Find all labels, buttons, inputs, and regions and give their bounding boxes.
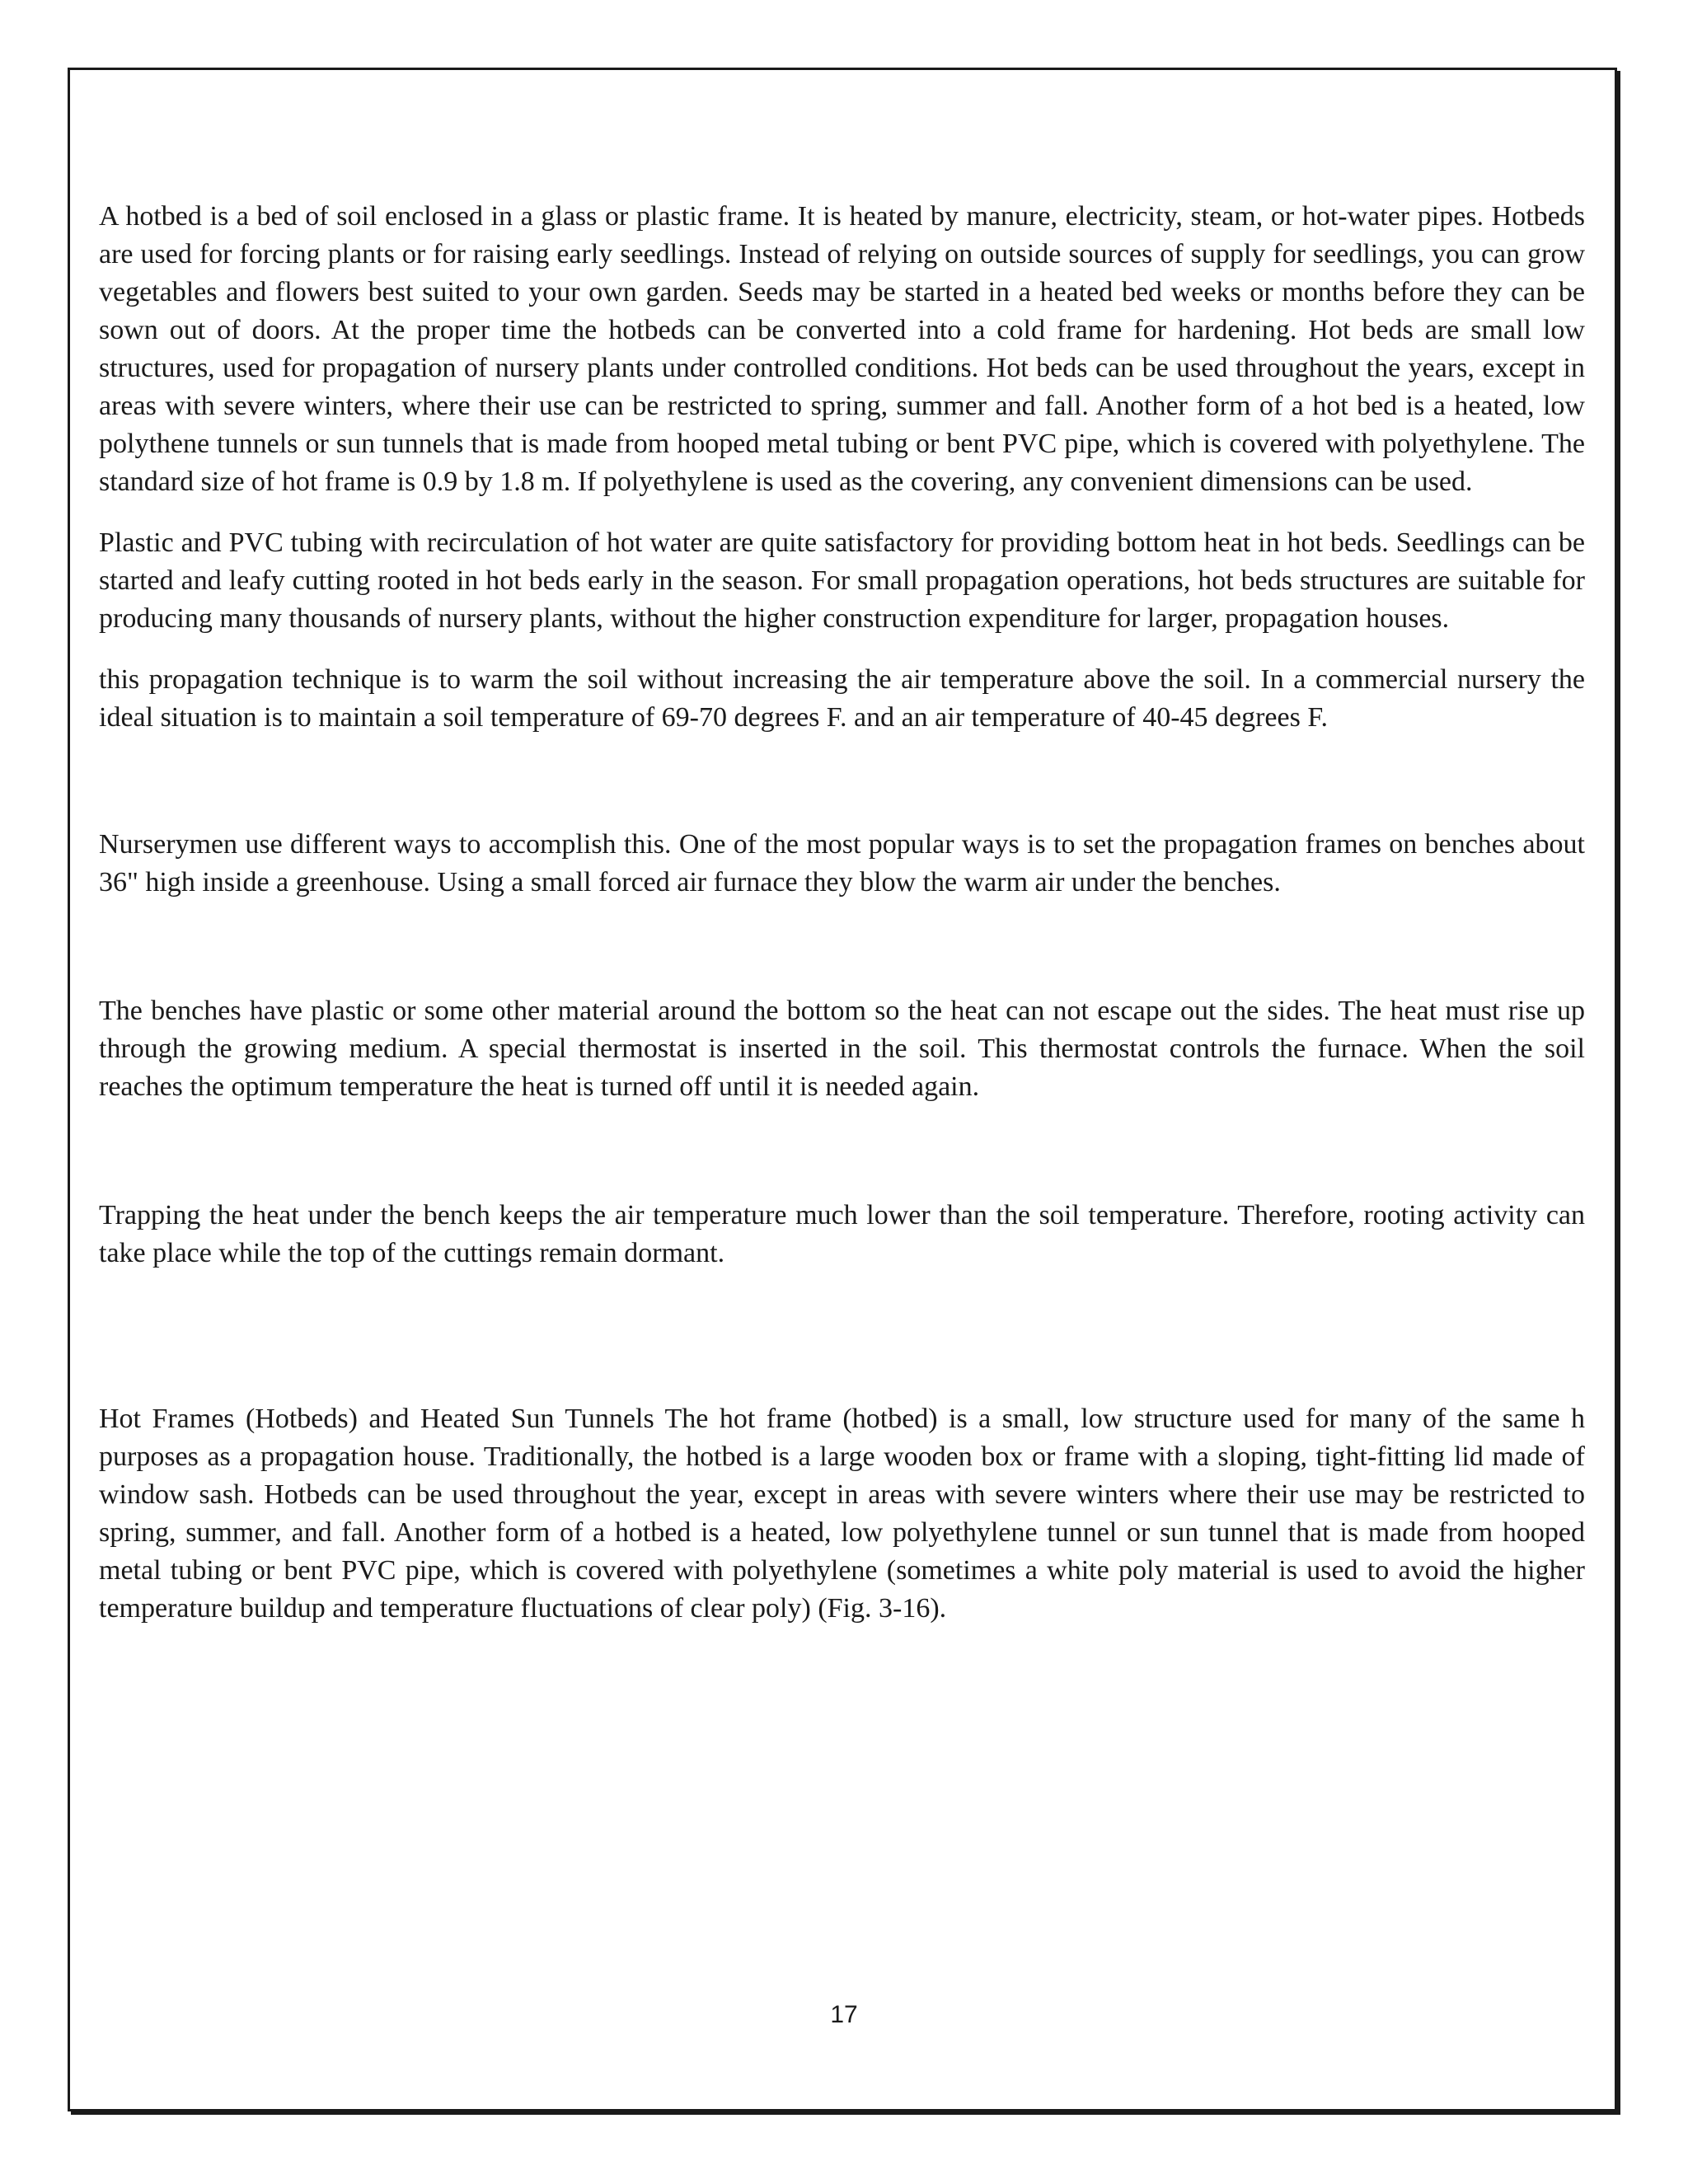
paragraph-propagation-technique: this propagation technique is to warm the soil without increasing the air temperature above the soil. In a commercial nursery the ideal situation is to maintain a soil temperature of 69-70 degrees F. and an air temperature of 40-45 degrees F.: [99, 664, 1585, 733]
paragraph-pvc-tubing: Plastic and PVC tubing with recirculation of hot water are quite satisfactory for providing bottom heat in hot beds. Seedlings can be started and leafy cutting rooted in hot beds early in the season. For small propagation operations, hot beds structures are suitable for producing many thousands of nursery plants, without the higher construction expenditure for larger, propagation houses.: [99, 527, 1585, 634]
paragraph-trapping-heat: Trapping the heat under the bench keeps the air temperature much lower than the soil temperature. Therefore, rooting activity can take place while the top of the cuttings remain dormant.: [99, 1200, 1585, 1268]
page-number: 17: [830, 2001, 858, 2028]
paragraph-benches: The benches have plastic or some other material around the bottom so the heat can not escape out the sides. The heat must rise up through the growing medium. A special thermostat is inserted in the soil. This thermostat controls the furnace. When the soil reaches the optimum temperature the heat is turned off until it is needed again.: [99, 996, 1585, 1102]
page-content: [99, 198, 1585, 1628]
paragraph-hotbed-definition: A hotbed is a bed of soil enclosed in a glass or plastic frame. It is heated by manure, electricity, steam, or hot-water pipes. Hotbeds are used for forcing plants or for raising early seedlings. Instead of relying on outside sources of supply for seedlings, you can grow vegetables and flowers best suited to your own garden. Seeds may be started in a heated bed weeks or months before they can be sown out of doors. At the proper time the hotbeds can be converted into a cold frame for hardening. Hot beds are small low structures, used for propagation of nursery plants under controlled conditions. Hot beds can be used throughout the years, except in areas with severe winters, where their use can be restricted to spring, summer and fall. Another form of a hot bed is a heated, low polythene tunnels or sun tunnels that is made from hooped metal tubing or bent PVC pipe, which is covered with polyethylene. The standard size of hot frame is 0.9 by 1.8 m. If polyethylene is used as the covering, any convenient dimensions can be used.: [99, 201, 1585, 497]
paragraph-nurserymen: Nurserymen use different ways to accomplish this. One of the most popular ways is to set the propagation frames on benches about 36" high inside a greenhouse. Using a small forced air furnace they blow the warm air under the benches.: [99, 829, 1585, 898]
paragraph-hot-frames: Hot Frames (Hotbeds) and Heated Sun Tunnels The hot frame (hotbed) is a small, low structure used for many of the same h purposes as a propagation house. Traditionally, the hotbed is a large wooden box or frame with a sloping, tight-fitting lid made of window sash. Hotbeds can be used throughout the year, except in areas with severe winters where their use may be restricted to spring, summer, and fall. Another form of a hotbed is a heated, low polyethylene tunnel or sun tunnel that is made from hooped metal tubing or bent PVC pipe, which is covered with polyethylene (sometimes a white poly material is used to avoid the higher temperature buildup and temperature fluctuations of clear poly) (Fig. 3-16).: [99, 1404, 1585, 1624]
